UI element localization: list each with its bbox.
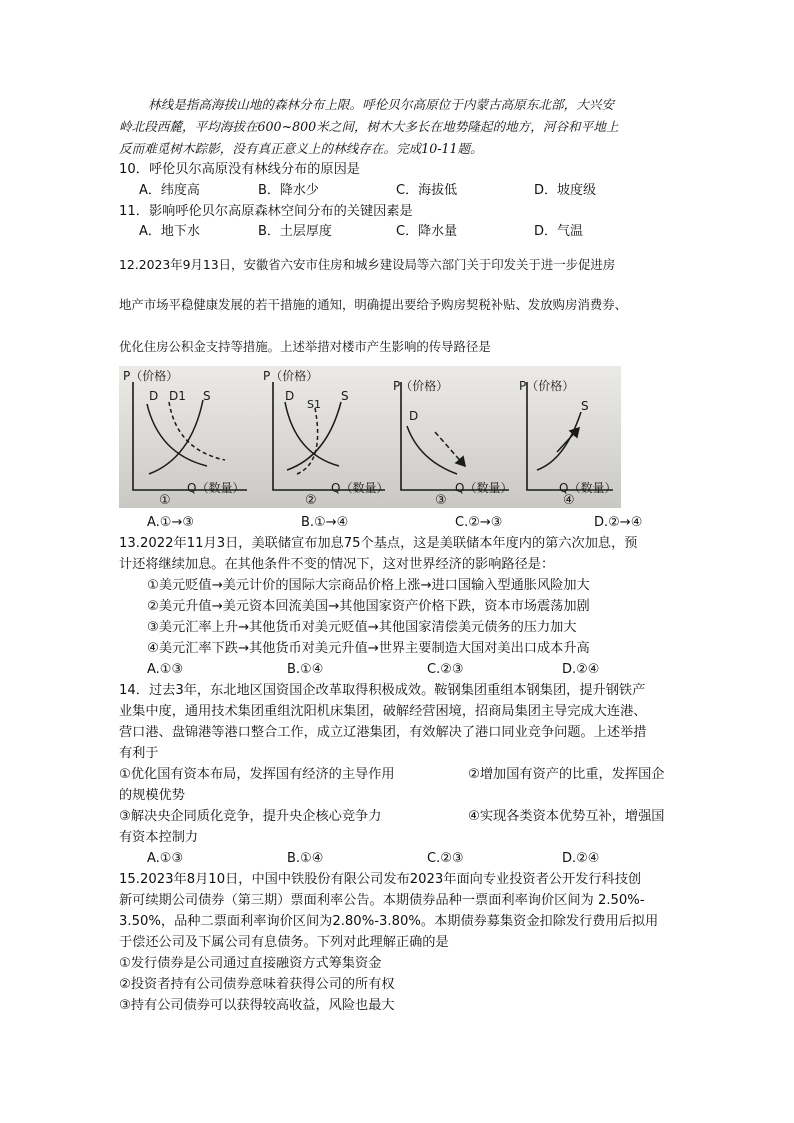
- q14-item-3: ③解决央企同质化竞争，提升央企核心竞争力: [119, 809, 382, 824]
- graph-4-supply-curve: [537, 412, 581, 470]
- graph-1-curve-d: D: [149, 389, 159, 403]
- graph-2-supply-curve: [287, 402, 341, 470]
- graph-2-curve-s1: S1: [307, 398, 321, 411]
- graph-2: [263, 368, 388, 508]
- graph-1-y-label: P（价格）: [123, 369, 179, 383]
- supply-demand-figure: [119, 366, 621, 508]
- graph-3-curve-d: D: [409, 409, 419, 423]
- q14-item-2a: ②增加国有资产的比重，发挥国企: [468, 767, 665, 782]
- q13-item-4: ④美元汇率下跌→其他货币对美元升值→世界主要制造大国对美出口成本升高: [147, 641, 590, 656]
- q14-item-2b: 的规模优势: [119, 788, 185, 803]
- q15-item-3: ③持有公司债券可以获得较高收益，风险也最大: [119, 998, 395, 1013]
- q10-stem: 10．呼伦贝尔高原没有林线分布的原因是: [119, 162, 360, 177]
- graph-1-x-label: Q（数量）: [187, 481, 245, 495]
- graph-1-curve-d1: D1: [169, 389, 186, 403]
- q14-option-a[interactable]: A.①③: [147, 851, 184, 866]
- q13-option-c[interactable]: C.②③: [427, 662, 464, 677]
- q14-option-d[interactable]: D.②④: [562, 851, 600, 866]
- q12-option-c[interactable]: C.②→③: [455, 515, 503, 530]
- q10-option-d[interactable]: D．坡度级: [534, 183, 597, 198]
- graph-4-y-label: P（价格）: [519, 379, 575, 393]
- graph-1: [123, 368, 247, 508]
- q14-line-4: 有利于: [119, 746, 159, 761]
- q13-option-a[interactable]: A.①③: [147, 662, 184, 677]
- q12-option-d[interactable]: D.②→④: [594, 515, 643, 530]
- intro-line-3: 反而难觅树木踪影，没有真正意义上的林线存在。完成10-11题。: [119, 141, 483, 156]
- q11-option-c[interactable]: C．降水量: [396, 224, 458, 239]
- q14-option-c[interactable]: C.②③: [427, 851, 464, 866]
- q14-item-4b: 有资本控制力: [119, 830, 199, 845]
- q10-option-b[interactable]: B．降水少: [258, 183, 319, 198]
- q15-line-3: 3.50%，品种二票面利率询价区间为2.80%-3.80%。本期债券募集资金扣除发行费用后拟用: [119, 914, 659, 929]
- q11-option-b[interactable]: B．土层厚度: [258, 224, 332, 239]
- q15-line-1: 15.2023年8月10日，中国中铁股份有限公司发布2023年面向专业投资者公开发行科技创: [119, 872, 642, 887]
- q13-option-d[interactable]: D.②④: [562, 662, 600, 677]
- q15-item-1: ①发行债券是公司通过直接融资方式筹集资金: [119, 956, 382, 971]
- q13-option-b[interactable]: B.①④: [287, 662, 324, 677]
- intro-line-1: 林线是指高海拔山地的森林分布上限。呼伦贝尔高原位于内蒙古高原东北部，大兴安: [148, 97, 614, 112]
- q14-item-4a: ④实现各类资本优势互补，增强国: [468, 809, 665, 824]
- graph-3-y-label: P（价格）: [393, 379, 449, 393]
- q10-option-a[interactable]: A．纬度高: [139, 183, 200, 198]
- graph-2-y-label: P（价格）: [263, 369, 319, 383]
- q13-line-2: 计还将继续加息。在其他条件不变的情况下，这对世界经济的影响路径是：: [119, 557, 555, 572]
- q14-line-2: 业集中度，通用技术集团重组沈阳机床集团，破解经营困境，招商局集团主导完成大连港、: [119, 704, 647, 719]
- graph-1-number-label: ①: [159, 493, 171, 508]
- q15-line-4: 于偿还公司及下属公司有息债务。下列对此理解正确的是: [119, 935, 449, 950]
- q13-item-3: ③美元汇率上升→其他货币对美元贬值→其他国家清偿美元债务的压力加大: [147, 620, 577, 635]
- q15-line-2: 新可续期公司债券（第三期）票面利率公告。本期债券品种一票面利率询价区间为 2.50%-: [119, 893, 645, 908]
- graph-3: [393, 378, 512, 508]
- graph-3-arrow: [435, 432, 465, 466]
- graph-2-demand-curve: [285, 402, 339, 466]
- q13-item-2: ②美元升值→美元资本回流美国→其他国家资产价格下跌，资本市场震荡加剧: [147, 599, 590, 614]
- q13-item-1: ①美元贬值→美元计价的国际大宗商品价格上涨→进口国输入型通胀风险加大: [147, 578, 590, 593]
- q12-line-1: 12.2023年9月13日，安徽省六安市住房和城乡建设局等六部门关于印发关于进一步促进房: [119, 257, 616, 272]
- graph-4-number-label: ④: [563, 493, 575, 508]
- q14-option-b[interactable]: B.①④: [287, 851, 324, 866]
- q11-stem: 11．影响呼伦贝尔高原森林空间分布的关键因素是: [119, 204, 413, 219]
- graph-2-x-label: Q（数量）: [331, 481, 389, 495]
- graph-4: [519, 378, 616, 508]
- graph-1-curve-s: S: [203, 389, 211, 403]
- graph-4-x-label: Q（数量）: [559, 481, 617, 495]
- q12-option-b[interactable]: B.①→④: [301, 515, 349, 530]
- q12-option-a[interactable]: A.①→③: [147, 515, 194, 530]
- q12-line-2: 地产市场平稳健康发展的若干措施的通知，明确提出要给予购房契税补贴、发放购房消费券、: [119, 297, 628, 312]
- graph-2-number-label: ②: [305, 493, 317, 508]
- q14-line-1: 14．过去3年，东北地区国资国企改革取得积极成效。鞍钢集团重组本钢集团，提升钢铁产: [119, 683, 646, 698]
- graph-2-curve-s: S: [341, 389, 349, 403]
- q12-line-3: 优化住房公积金支持等措施。上述举措对楼市产生影响的传导路径是: [119, 339, 491, 354]
- graph-4-curve-s: S: [581, 399, 589, 413]
- graph-3-demand-curve: [407, 426, 457, 474]
- q11-option-a[interactable]: A．地下水: [139, 224, 200, 239]
- graph-2-curve-d: D: [285, 389, 295, 403]
- q14-line-3: 营口港、盘锦港等港口整合工作，成立辽港集团，有效解决了港口同业竞争问题。上述举措: [119, 725, 647, 740]
- q13-line-1: 13.2022年11月3日，美联储宣布加息75个基点，这是美联储本年度内的第六次加息，预: [119, 536, 638, 551]
- intro-line-2: 岭北段西麓，平均海拔在600~800米之间，树木大多长在地势隆起的地方，河谷和平地上: [119, 119, 619, 134]
- q10-option-c[interactable]: C．海拔低: [396, 183, 458, 198]
- graph-3-x-label: Q（数量）: [455, 481, 513, 495]
- graph-4-arrow: [557, 428, 579, 452]
- q11-option-d[interactable]: D．气温: [534, 224, 584, 239]
- graph-1-demand-curve: [147, 404, 207, 466]
- graph-1-demand-d1-curve: [169, 402, 225, 460]
- graph-3-number-label: ③: [435, 493, 447, 508]
- q14-item-1: ①优化国有资本布局，发挥国有经济的主导作用: [119, 767, 395, 782]
- q15-item-2: ②投资者持有公司债券意味着获得公司的所有权: [119, 977, 395, 992]
